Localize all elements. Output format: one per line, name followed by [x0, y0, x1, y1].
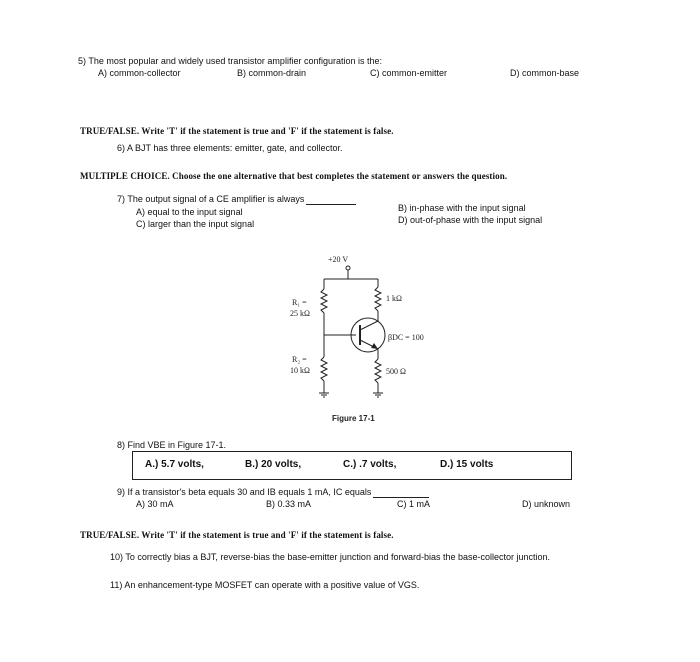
q7-stem-text: 7) The output signal of a CE amplifier is always	[117, 194, 305, 204]
resistor-rc	[375, 287, 381, 311]
rc-value: 1 kΩ	[386, 294, 402, 303]
mc-header: MULTIPLE CHOICE. Choose the one alternative that best completes the statement or answers the question.	[80, 171, 508, 181]
answer-blank	[306, 195, 356, 205]
q8-option-c: C.) .7 volts,	[343, 459, 397, 470]
q10-statement: 10) To correctly bias a BJT, reverse-bias the base-emitter junction and forward-bias the base-collector junction.	[110, 552, 551, 562]
tf-header-1: TRUE/FALSE. Write 'T' if the statement is true and 'F' if the statement is false.	[80, 126, 394, 136]
q9-stem	[117, 487, 429, 498]
q7-option-d: D) out-of-phase with the input signal	[398, 215, 543, 225]
r2-value: 10 kΩ	[290, 366, 310, 375]
q9-option-c: C) 1 mA	[397, 499, 431, 509]
q7-option-c: C) larger than the input signal	[136, 219, 255, 229]
answer-blank	[373, 488, 429, 498]
q7-stem	[117, 194, 356, 205]
beta-label: βDC = 100	[388, 333, 424, 342]
q9-option-d: D) unknown	[522, 499, 571, 509]
q9-stem-text: 9) If a transistor's beta equals 30 and IB equals 1 mA, IC equals	[117, 487, 372, 497]
q6-statement: 6) A BJT has three elements: emitter, gate, and collector.	[117, 143, 343, 153]
q8-stem: 8) Find VBE in Figure 17-1.	[117, 440, 227, 450]
q5-option-a: A) common-collector	[98, 68, 181, 78]
q8-option-b: B.) 20 volts,	[245, 459, 302, 470]
supply-terminal	[346, 266, 350, 270]
r1-value: 25 kΩ	[290, 309, 310, 318]
transistor-symbol	[351, 318, 385, 352]
q8-option-d: D.) 15 volts	[440, 459, 494, 470]
figure-caption: Figure 17-1	[332, 414, 375, 423]
q9-option-b: B) 0.33 mA	[266, 499, 312, 509]
q5-option-b: B) common-drain	[237, 68, 307, 78]
q8-options-box	[132, 451, 572, 480]
re-value: 500 Ω	[386, 367, 406, 376]
tf-header-2: TRUE/FALSE. Write 'T' if the statement is true and 'F' if the statement is false.	[80, 530, 394, 540]
q9-option-a: A) 30 mA	[136, 499, 174, 509]
circuit-figure	[280, 245, 450, 435]
resistor-r2	[321, 357, 327, 381]
q11-statement: 11) An enhancement-type MOSFET can operate with a positive value of VGS.	[110, 580, 420, 590]
q5-option-c: C) common-emitter	[370, 68, 448, 78]
resistor-re	[375, 359, 381, 383]
q7-option-b: B) in-phase with the input signal	[398, 203, 526, 213]
resistor-r1	[321, 289, 327, 313]
vcc-label: +20 V	[328, 255, 349, 264]
r1-name: R₁ =	[292, 298, 307, 307]
r2-name: R₂ =	[292, 355, 307, 364]
q5-option-d: D) common-base	[510, 68, 580, 78]
q8-option-a: A.) 5.7 volts,	[145, 459, 204, 470]
q5-stem: 5) The most popular and widely used transistor amplifier configuration is the:	[78, 56, 382, 66]
q7-option-a: A) equal to the input signal	[136, 207, 243, 217]
